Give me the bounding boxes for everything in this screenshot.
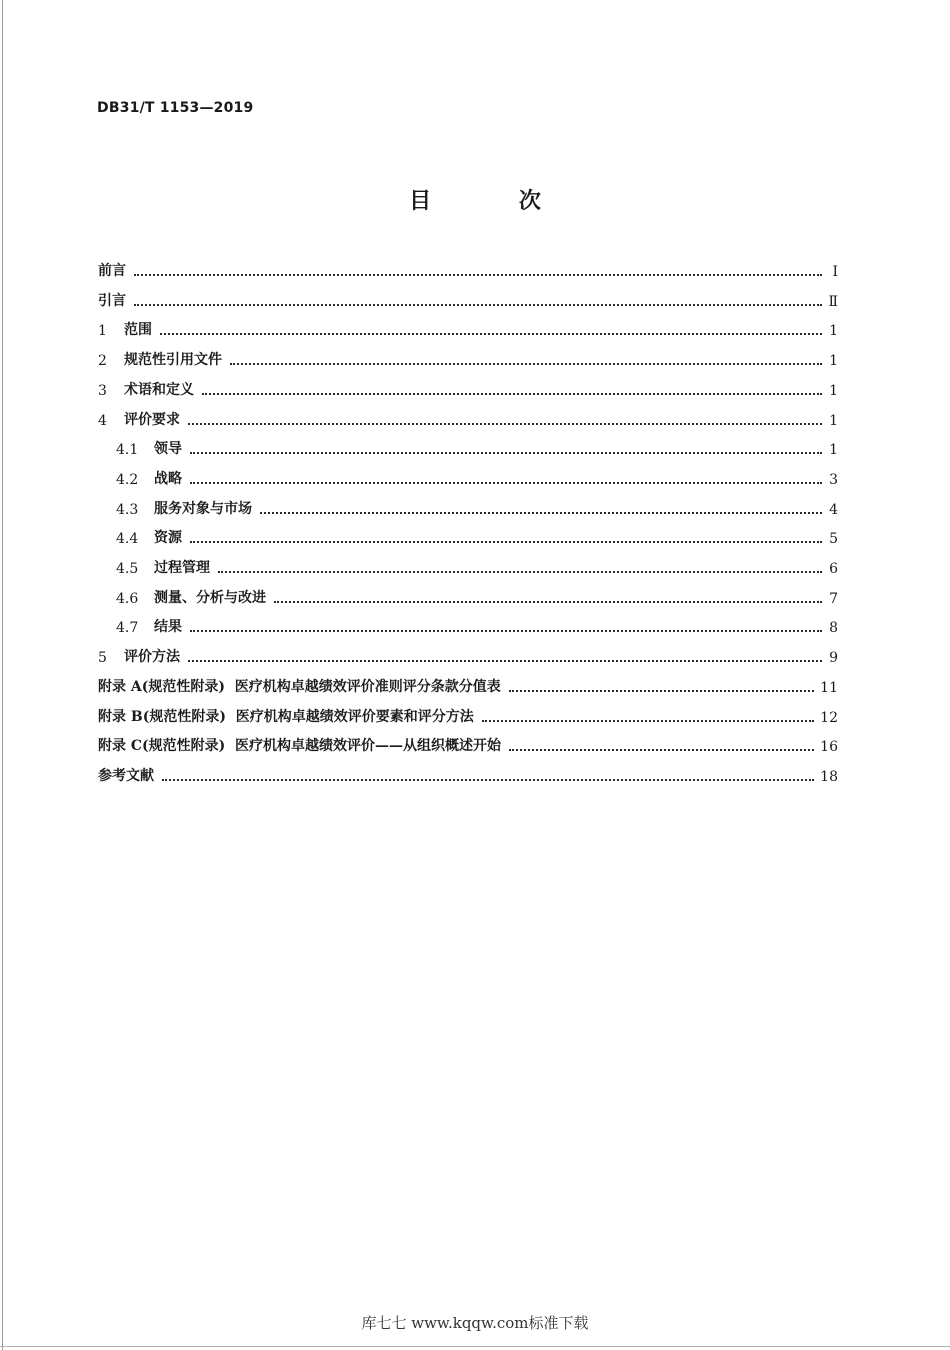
toc-leader-dots [218, 571, 822, 573]
toc-entry-page: 8 [829, 620, 838, 637]
toc-entry[interactable] [116, 525, 838, 547]
toc-entry[interactable] [116, 436, 838, 458]
toc-entry[interactable] [98, 347, 838, 369]
toc-title: 目 次 [409, 189, 581, 214]
toc-entry[interactable] [116, 614, 838, 636]
toc-entry-page: 1 [829, 323, 838, 340]
toc-entry-number: 4.2 [116, 471, 139, 488]
toc-entry-page: 18 [820, 768, 838, 785]
toc-leader-dots [202, 393, 822, 395]
toc-leader-dots [190, 630, 822, 632]
toc-leader-dots [260, 512, 822, 514]
toc-leader-dots [162, 779, 814, 781]
toc-entry-number: 4.7 [116, 620, 139, 637]
toc-entry-page: 16 [820, 739, 838, 756]
toc-entry-label: 引言 [98, 292, 126, 309]
toc-entry[interactable] [98, 733, 838, 755]
toc-entry-label: 附录 C(规范性附录) 医疗机构卓越绩效评价——从组织概述开始 [98, 738, 502, 755]
toc-entry-label: 战略 [154, 470, 182, 487]
toc-entry-page: 1 [829, 442, 838, 459]
toc-entry-label: 评价方法 [124, 649, 180, 666]
toc-entry[interactable] [98, 288, 838, 310]
toc-entry-label: 结果 [154, 619, 182, 636]
toc-entry-number: 4.1 [116, 442, 139, 459]
toc-leader-dots [230, 363, 822, 365]
footer-watermark: 库七七 www.kqqw.com标准下载 [361, 1314, 589, 1332]
toc-entry-label: 附录 B(规范性附录) 医疗机构卓越绩效评价要素和评分方法 [98, 708, 474, 725]
toc-entry-page: 9 [829, 650, 838, 667]
toc-entry-page: Ⅰ [832, 264, 838, 280]
toc-leader-dots [160, 333, 822, 335]
toc-entry-page: 1 [829, 353, 838, 370]
toc-entry-label: 资源 [154, 530, 182, 547]
toc-entry[interactable] [116, 496, 838, 518]
toc-leader-dots [509, 749, 814, 751]
toc-entry[interactable] [116, 466, 838, 488]
toc-entry[interactable] [98, 674, 838, 696]
toc-entry-page: 12 [820, 709, 838, 726]
toc-entry-label: 参考文献 [98, 767, 154, 784]
toc-entry-label: 规范性引用文件 [124, 352, 222, 369]
toc-entry[interactable] [98, 704, 838, 726]
toc-entry-label: 术语和定义 [124, 381, 194, 398]
toc-entry[interactable] [98, 317, 838, 339]
toc-leader-dots [188, 423, 822, 425]
toc-entry-page: 6 [829, 561, 838, 577]
page-edge-bottom [0, 1346, 950, 1347]
toc-entry-page: 1 [829, 412, 838, 429]
toc-leader-dots [188, 660, 822, 662]
toc-entry-label: 范围 [124, 322, 152, 339]
toc-leader-dots [274, 601, 822, 603]
toc-entry-page: 4 [829, 501, 838, 518]
toc-entry-label: 测量、分析与改进 [154, 589, 266, 606]
toc-entry-page: 7 [829, 590, 838, 607]
toc-entry-label: 附录 A(规范性附录) 医疗机构卓越绩效评价准则评分条款分值表 [98, 678, 501, 695]
toc-leader-dots [190, 541, 822, 543]
toc-leader-dots [134, 274, 822, 276]
toc-leader-dots [482, 720, 814, 722]
toc-entry-label: 服务对象与市场 [154, 500, 252, 517]
toc-entry[interactable] [98, 377, 838, 399]
toc-entry-number: 4.5 [116, 561, 139, 577]
toc-entry-label: 过程管理 [154, 560, 210, 576]
toc-leader-dots [134, 304, 822, 306]
toc-entry-page: 3 [829, 471, 838, 488]
toc-entry-number: 4.6 [116, 590, 139, 607]
toc-entry-number: 5 [98, 650, 107, 667]
toc-entry[interactable] [98, 763, 838, 785]
toc-entry-number: 3 [98, 382, 107, 399]
toc-leader-dots [509, 690, 814, 692]
toc-entry-page: 11 [820, 679, 838, 696]
toc-entry-page: Ⅱ [828, 293, 838, 310]
toc-entry[interactable] [98, 644, 838, 666]
toc-entry-number: 4 [98, 412, 107, 429]
toc-entry[interactable] [98, 258, 838, 280]
toc-entry-number: 4.4 [116, 531, 139, 548]
toc-entry-number: 2 [98, 353, 107, 370]
toc-entry[interactable] [116, 585, 838, 607]
toc-entry-label: 领导 [154, 441, 182, 458]
toc-entry-page: 5 [829, 531, 838, 548]
toc-entry-number: 1 [98, 323, 107, 340]
toc-entry[interactable] [98, 407, 838, 429]
toc-entry-label: 评价要求 [124, 411, 180, 428]
document-code: DB31/T 1153—2019 [97, 100, 254, 116]
toc-leader-dots [190, 482, 822, 484]
toc-leader-dots [190, 452, 822, 454]
toc-entry-label: 前言 [98, 263, 126, 279]
toc-entry[interactable] [116, 555, 838, 577]
toc-entry-page: 1 [829, 382, 838, 399]
toc-entry-number: 4.3 [116, 501, 139, 518]
